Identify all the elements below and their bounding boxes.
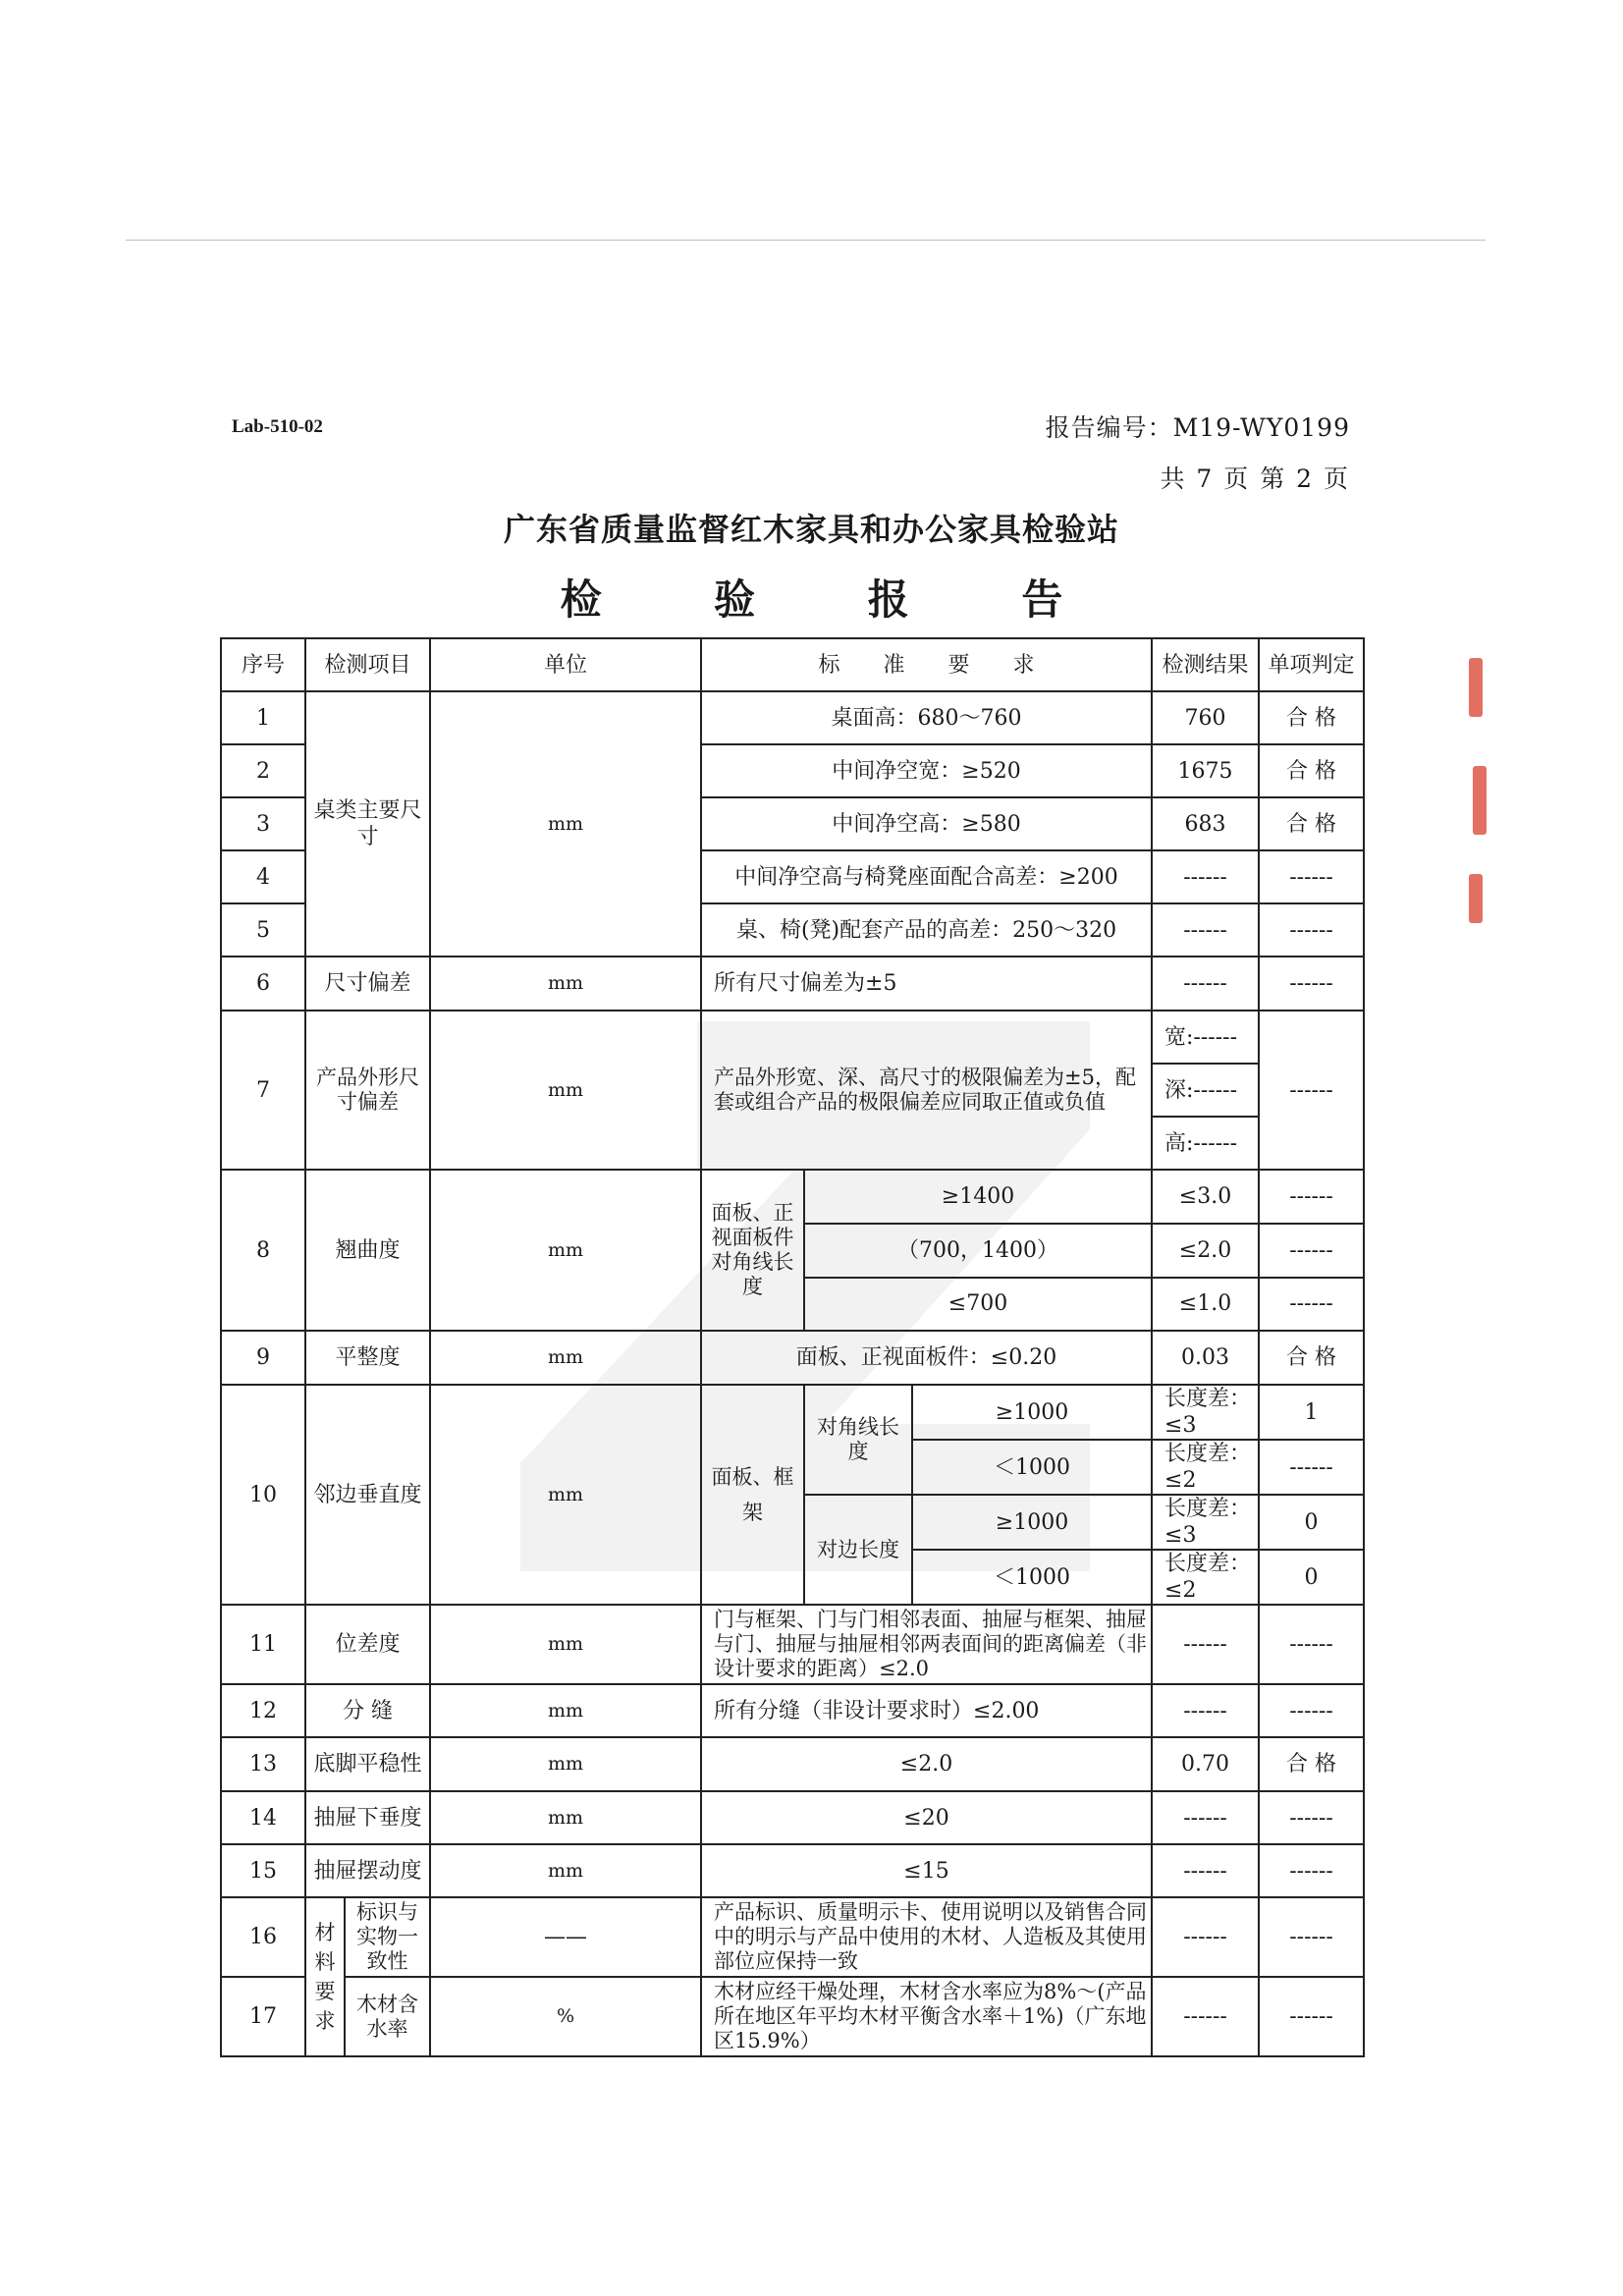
test-item: 桌类主要尺寸 (305, 691, 430, 957)
unit: mm (430, 957, 701, 1011)
row-number: 5 (221, 903, 305, 957)
limit: ≤1.0 (1152, 1278, 1259, 1331)
sub-part: 对边长度 (804, 1495, 912, 1605)
test-item: 底脚平稳性 (305, 1737, 430, 1791)
verdict: 合 格 (1259, 1331, 1364, 1385)
test-result: 0.70 (1152, 1737, 1259, 1791)
test-result: 0 (1259, 1550, 1364, 1605)
height-result: 高:------ (1152, 1117, 1259, 1170)
unit: mm (430, 1791, 701, 1844)
unit: mm (430, 691, 701, 957)
row-number: 7 (221, 1011, 305, 1170)
sub-part: 面板、框架 (701, 1385, 804, 1605)
test-result: ------ (1152, 1605, 1259, 1684)
sub-part: 面板、正视面板件对角线长度 (701, 1170, 804, 1331)
test-result: ------ (1152, 957, 1259, 1011)
length-range: ≥1400 (804, 1170, 1152, 1224)
page-info: 共 7 页 第 2 页 (1160, 465, 1350, 493)
test-result: ------ (1152, 850, 1259, 903)
requirement: 所有尺寸偏差为±5 (701, 957, 1152, 1011)
table-row (221, 1737, 1364, 1791)
table-row (221, 691, 1364, 744)
test-result: ------ (1152, 1977, 1259, 2056)
unit: mm (430, 1385, 701, 1605)
table-row (221, 1897, 1364, 1977)
verdict: ------ (1259, 957, 1364, 1011)
row-number: 14 (221, 1791, 305, 1844)
table-row (221, 1844, 1364, 1897)
width-result: 宽:------ (1152, 1011, 1259, 1064)
table-row (221, 1977, 1364, 2056)
verdict: 合 格 (1259, 744, 1364, 797)
length-range: （700，1400） (804, 1224, 1152, 1277)
report-title: 检 验 报 告 (560, 575, 1112, 624)
limit: ≤2.0 (1152, 1224, 1259, 1277)
requirement: 产品外形宽、深、高尺寸的极限偏差为±5，配套或组合产品的极限偏差应同取正值或负值 (701, 1011, 1152, 1170)
material-group: 材料要求 (305, 1897, 345, 2056)
verdict: 合 格 (1259, 797, 1364, 850)
col-header: 标 准 要 求 (701, 638, 1152, 691)
table-row (221, 1605, 1364, 1684)
unit: mm (430, 1844, 701, 1897)
verdict: ------ (1259, 1605, 1364, 1684)
test-result: ------ (1152, 903, 1259, 957)
table-row (221, 1684, 1364, 1737)
inspection-table (220, 637, 1365, 2057)
test-result: ------ (1152, 1897, 1259, 1977)
row-number: 11 (221, 1605, 305, 1684)
form-code: Lab-510-02 (232, 416, 323, 437)
unit: —— (430, 1897, 701, 1977)
test-item: 抽屉下垂度 (305, 1791, 430, 1844)
report-number: 报告编号：M19-WY0199 (1045, 413, 1350, 442)
requirement: 所有分缝（非设计要求时）≤2.00 (701, 1684, 1152, 1737)
limit: 长度差：≤2 (1152, 1440, 1259, 1495)
verdict: ------ (1259, 850, 1364, 903)
test-result: ------ (1152, 1684, 1259, 1737)
row-number: 8 (221, 1170, 305, 1331)
unit: mm (430, 1170, 701, 1331)
unit: mm (430, 1605, 701, 1684)
unit: mm (430, 1011, 701, 1170)
col-header: 序号 (221, 638, 305, 691)
test-item: 翘曲度 (305, 1170, 430, 1331)
test-item: 抽屉摆动度 (305, 1844, 430, 1897)
row-number: 13 (221, 1737, 305, 1791)
requirement: ≤2.0 (701, 1737, 1152, 1791)
col-header: 单项判定 (1259, 638, 1364, 691)
requirement: ≤20 (701, 1791, 1152, 1844)
verdict: 合 格 (1259, 1737, 1364, 1791)
test-item: 平整度 (305, 1331, 430, 1385)
row-number: 1 (221, 691, 305, 744)
requirement: 木材应经干燥处理，木材含水率应为8%～(产品所在地区年平均木材平衡含水率＋1%)（广东地区15.9%） (701, 1977, 1152, 2056)
test-result: ------ (1152, 1844, 1259, 1897)
requirement: 产品标识、质量明示卡、使用说明以及销售合同中的明示与产品中使用的木材、人造板及其使用部位应保持一致 (701, 1897, 1152, 1977)
row-number: 12 (221, 1684, 305, 1737)
row-number: 9 (221, 1331, 305, 1385)
test-result: ------ (1259, 1440, 1364, 1495)
length-range: ＜1000 (912, 1440, 1152, 1495)
verdict: ------ (1259, 1684, 1364, 1737)
test-item: 分 缝 (305, 1684, 430, 1737)
requirement: 桌面高：680～760 (701, 691, 1152, 744)
limit: 长度差：≤3 (1152, 1495, 1259, 1550)
length-range: ＜1000 (912, 1550, 1152, 1605)
test-result: ------ (1152, 1791, 1259, 1844)
test-item: 邻边垂直度 (305, 1385, 430, 1605)
test-result: ------ (1259, 1278, 1364, 1331)
row-number: 4 (221, 850, 305, 903)
requirement: 中间净空高：≥580 (701, 797, 1152, 850)
unit: % (430, 1977, 701, 2056)
row-number: 15 (221, 1844, 305, 1897)
row-number: 16 (221, 1897, 305, 1977)
length-range: ≥1000 (912, 1495, 1152, 1550)
requirement: 桌、椅(凳)配套产品的高差：250～320 (701, 903, 1152, 957)
test-result: 683 (1152, 797, 1259, 850)
table-row (221, 1385, 1364, 1440)
length-range: ≤700 (804, 1278, 1152, 1331)
test-item: 木材含水率 (345, 1977, 430, 2056)
limit: 长度差：≤3 (1152, 1385, 1259, 1440)
unit: mm (430, 1684, 701, 1737)
row-number: 2 (221, 744, 305, 797)
requirement: 中间净空高与椅凳座面配合高差：≥200 (701, 850, 1152, 903)
verdict: ------ (1259, 1791, 1364, 1844)
verdict: ------ (1259, 1011, 1364, 1170)
table-row (221, 1011, 1364, 1064)
unit: mm (430, 1737, 701, 1791)
limit: 长度差：≤2 (1152, 1550, 1259, 1605)
table-header-row (221, 638, 1364, 691)
verdict: ------ (1259, 1844, 1364, 1897)
table-row (221, 1331, 1364, 1385)
test-item: 位差度 (305, 1605, 430, 1684)
test-result: ------ (1259, 1224, 1364, 1277)
row-number: 10 (221, 1385, 305, 1605)
test-result: 1675 (1152, 744, 1259, 797)
col-header: 单位 (430, 638, 701, 691)
scan-edge-line (126, 240, 1486, 241)
table-row (221, 1170, 1364, 1224)
verdict: ------ (1259, 903, 1364, 957)
col-header: 检测项目 (305, 638, 430, 691)
verdict: ------ (1259, 1897, 1364, 1977)
col-header: 检测结果 (1152, 638, 1259, 691)
red-seal-fragment (1469, 658, 1490, 943)
verdict: 合 格 (1259, 691, 1364, 744)
test-result: ------ (1259, 1170, 1364, 1224)
requirement: 中间净空宽：≥520 (701, 744, 1152, 797)
test-result: 0 (1259, 1495, 1364, 1550)
test-result: 760 (1152, 691, 1259, 744)
organization-name: 广东省质量监督红木家具和办公家具检验站 (503, 511, 1119, 548)
test-item: 标识与实物一致性 (345, 1897, 430, 1977)
table-row (221, 957, 1364, 1011)
table-row (221, 1791, 1364, 1844)
row-number: 3 (221, 797, 305, 850)
requirement: 面板、正视面板件：≤0.20 (701, 1331, 1152, 1385)
test-item: 产品外形尺寸偏差 (305, 1011, 430, 1170)
sub-part: 对角线长度 (804, 1385, 912, 1495)
row-number: 6 (221, 957, 305, 1011)
length-range: ≥1000 (912, 1385, 1152, 1440)
limit: ≤3.0 (1152, 1170, 1259, 1224)
row-number: 17 (221, 1977, 305, 2056)
test-result: 1 (1259, 1385, 1364, 1440)
verdict: ------ (1259, 1977, 1364, 2056)
requirement: ≤15 (701, 1844, 1152, 1897)
requirement: 门与框架、门与门相邻表面、抽屉与框架、抽屉与门、抽屉与抽屉相邻两表面间的距离偏差（非设计要求的距离）≤2.0 (701, 1605, 1152, 1684)
unit: mm (430, 1331, 701, 1385)
depth-result: 深:------ (1152, 1064, 1259, 1117)
test-result: 0.03 (1152, 1331, 1259, 1385)
test-item: 尺寸偏差 (305, 957, 430, 1011)
